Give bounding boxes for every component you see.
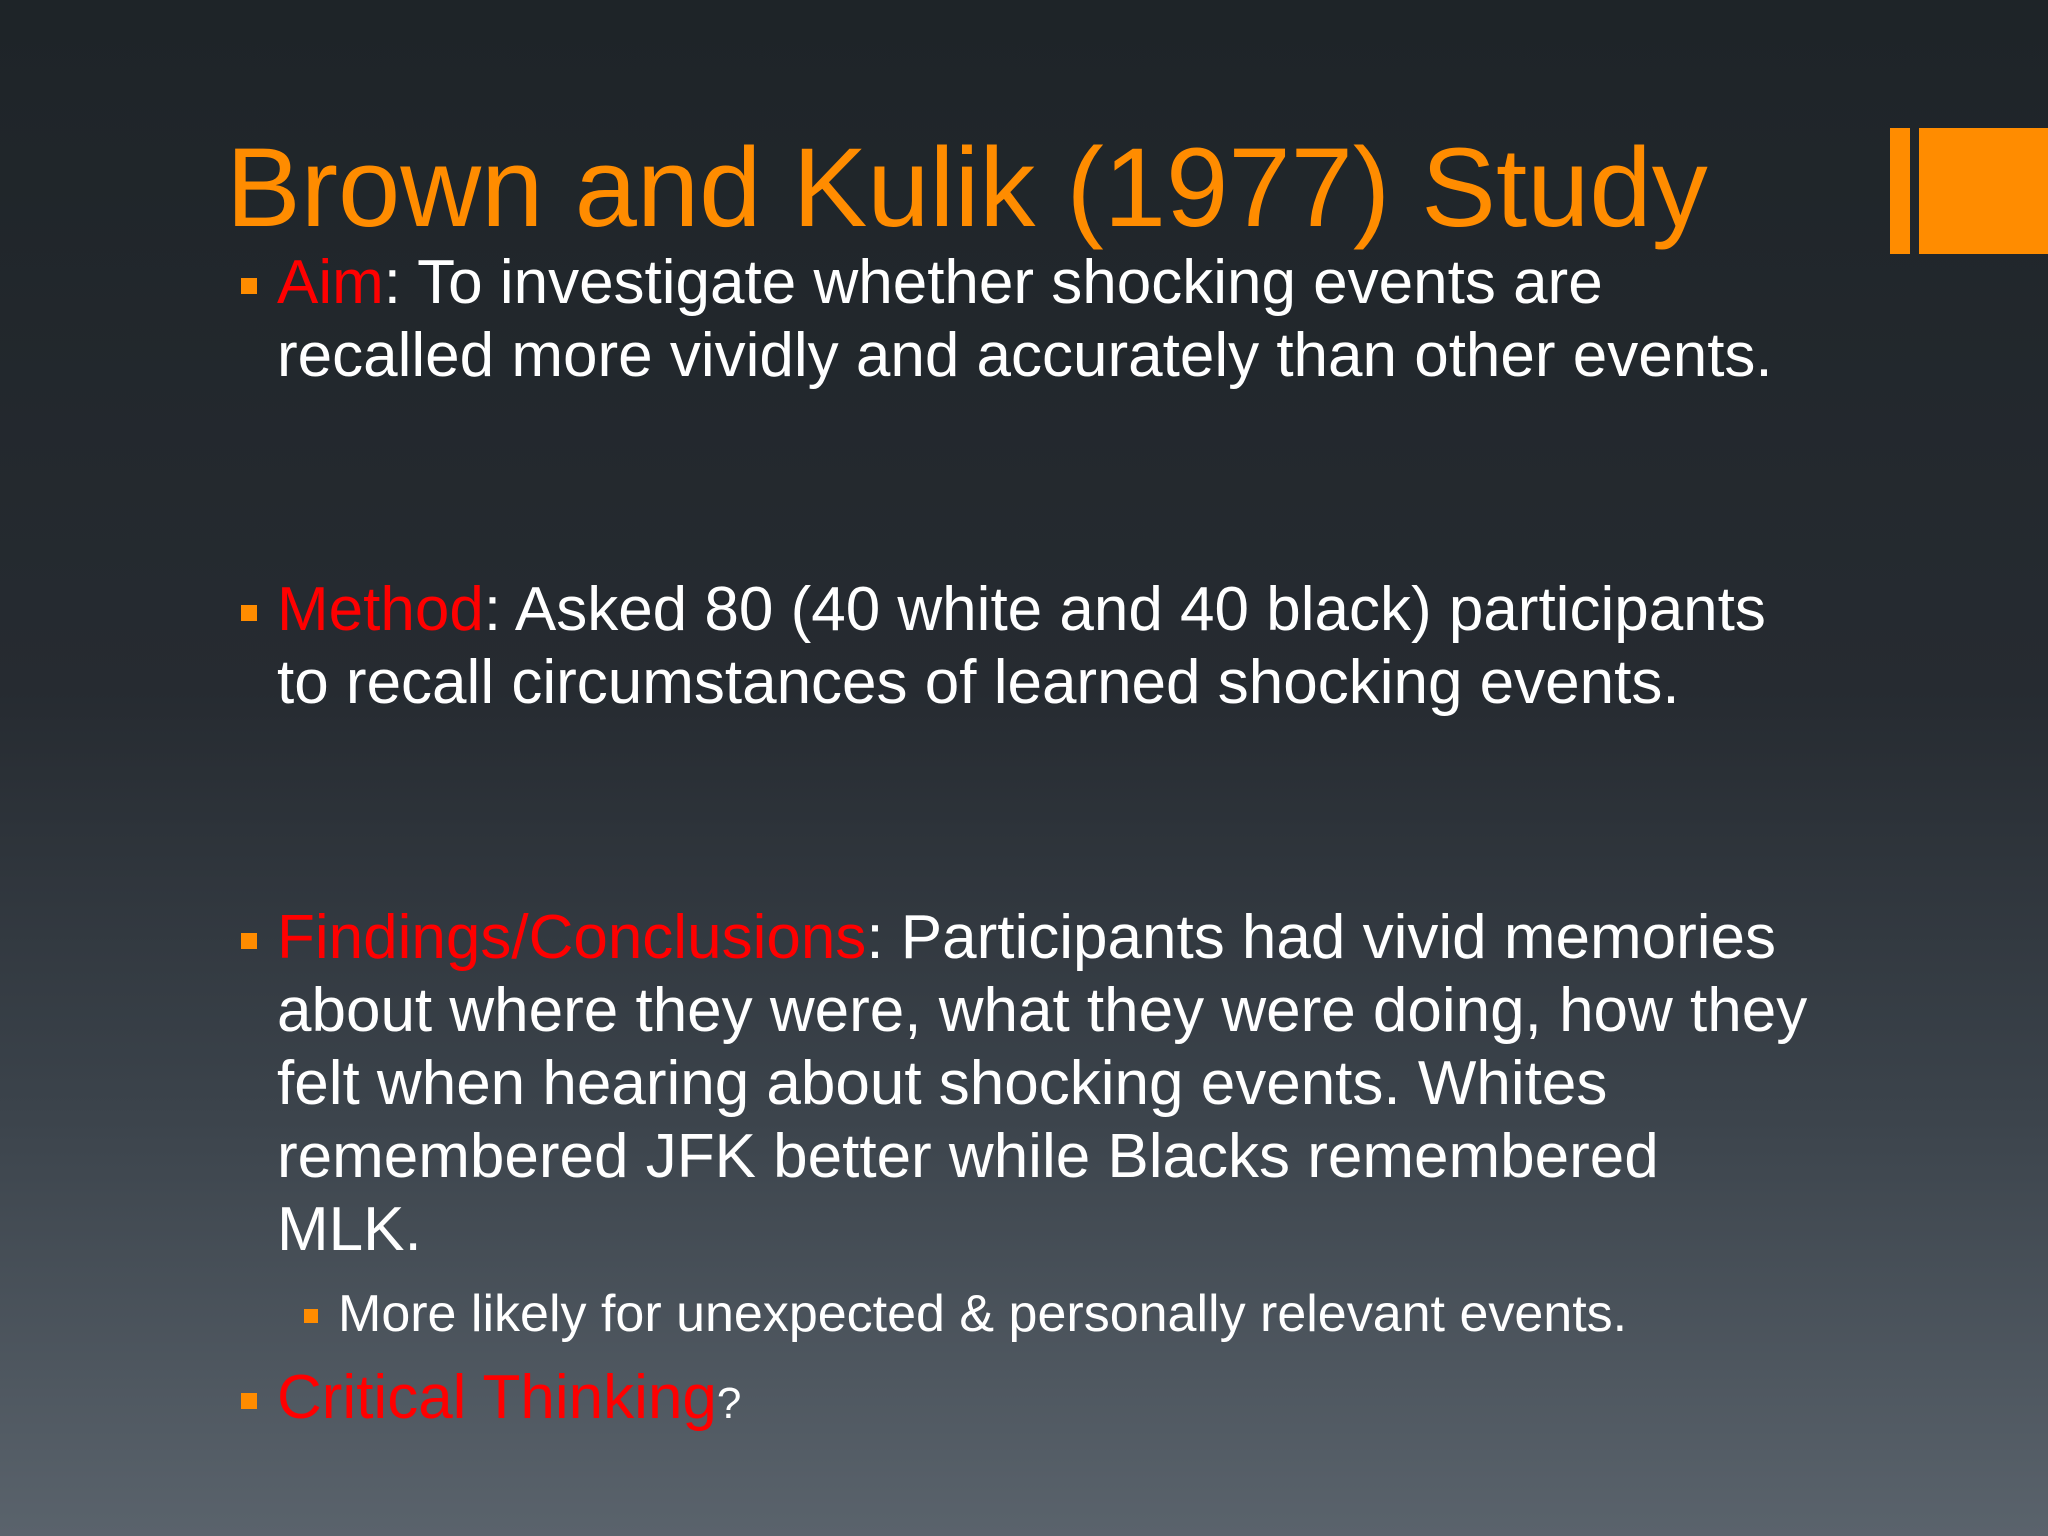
bullet-label: Critical Thinking [277,1363,717,1432]
bullet-text: : Participants had vivid memories about where they were, what they were doing, how they felt when hearing about shocking events. Whites remembered JFK better while Blacks remembered MLK. [277,903,1808,1264]
sub-bullet-findings [338,1283,1818,1345]
bullet-label: Aim [277,248,384,317]
bullet-findings [277,901,1817,1266]
accent-bar-thin [1890,128,1910,254]
bullet-text: ? [716,1379,742,1428]
accent-bar-block [1919,128,2048,254]
bullet-text: : Asked 80 (40 white and 40 black) participants to recall circumstances of learned shocking events. [277,575,1766,717]
sub-bullet-text: More likely for unexpected & personally relevant events. [338,1285,1628,1343]
bullet-critical-thinking [277,1361,1817,1440]
bullet-text: : To investigate whether shocking events are recalled more vividly and accurately than other events. [277,248,1773,390]
bullet-label: Findings/Conclusions [277,903,867,972]
square-bullet-icon [241,933,257,949]
square-bullet-icon [241,278,257,294]
square-bullet-icon [241,1393,257,1409]
slide-title: Brown and Kulik (1977) Study [226,125,1708,250]
bullet-method [277,573,1817,719]
square-bullet-icon [304,1309,318,1323]
square-bullet-icon [241,605,257,621]
bullet-label: Method [277,575,484,644]
bullet-aim [277,246,1817,392]
